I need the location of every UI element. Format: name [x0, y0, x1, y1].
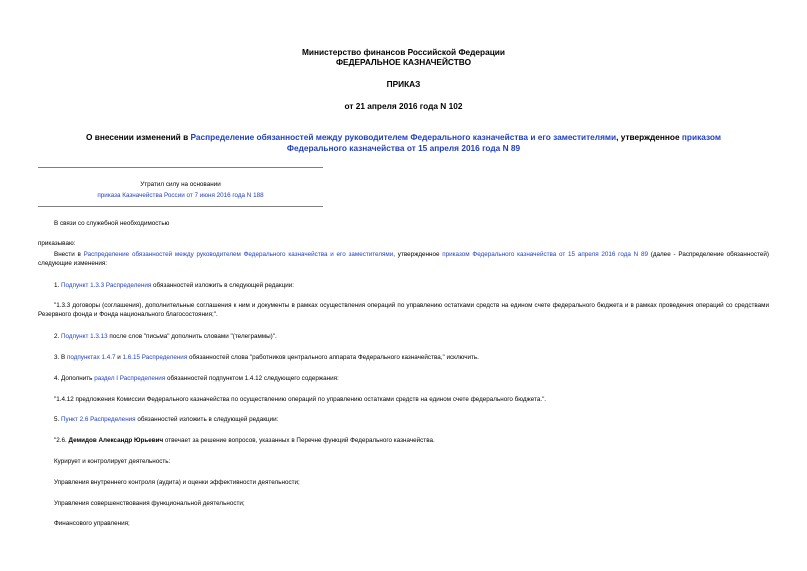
- text-span: 4. Дополнить: [54, 375, 95, 382]
- paragraph-item-5: [38, 416, 769, 425]
- paragraph-item-2: [38, 333, 769, 342]
- status-note-line: Утратил силу на основании: [140, 181, 221, 188]
- deputy-name: Демидов Александр Юрьевич: [68, 437, 164, 444]
- paragraph-quote-1-3-3: "1.3.3 договоры (соглашения), дополнительные соглашения к ним и документы в рамках осуществления операций по управлению остатками средств на едином счете федерального бюджета и в рамках проведения операций со средствами Резервного фонда и Фонда национального благосостояния;".: [38, 302, 769, 318]
- paragraph-item-4: [38, 375, 769, 384]
- paragraph-necessity: В связи со служебной необходимостью: [54, 220, 170, 227]
- text-span: обязанностей изложить в следующей редакции:: [151, 282, 295, 289]
- paragraph-amend-intro: [38, 251, 769, 268]
- status-note-link-row: [38, 192, 323, 200]
- paragraph-internal-control: Управления внутреннего контроля (аудита) и оценки эффективности деятельности;: [54, 479, 300, 486]
- text-span: обязанностей подпунктом 1.4.12 следующего содержания:: [165, 375, 339, 382]
- status-note-link[interactable]: приказа Казначейства России от 7 июня 2016 года N 188: [97, 192, 264, 199]
- text-span: 1.: [54, 282, 62, 289]
- text-span: после слов "письма" дополнить словами "(телеграммы)".: [107, 333, 277, 340]
- text-span: 3. В: [54, 354, 67, 361]
- title-link-distribution[interactable]: Распределение обязанностей между руководителем Федерального казначейства и его заместителями: [190, 132, 617, 142]
- paragraph-order: приказываю:: [38, 240, 76, 247]
- link-section-1[interactable]: раздел I Распределения: [94, 375, 166, 382]
- text-span: 2.: [54, 333, 62, 340]
- paragraph-financial-dept: Финансового управления;: [54, 520, 130, 527]
- paragraph-quote-2-6: [38, 437, 769, 446]
- title-middle: , утвержденное: [616, 132, 682, 142]
- link-subitem-1-6-15[interactable]: 1.6.15 Распределения: [122, 354, 188, 361]
- paragraph-quote-1-4-12: "1.4.12 предложения Комиссии Федерального казначейства по осуществлению операций по управлению остатками средств на едином счете федерального бюджета.".: [54, 396, 547, 403]
- ministry-name: Министерство финансов Российской Федерации: [301, 47, 506, 57]
- link-order-89[interactable]: приказом Федерального казначейства от 15 апреля 2016 года N 89: [442, 251, 648, 258]
- title-prefix: О внесении изменений в: [86, 132, 191, 142]
- link-item-2-6[interactable]: Пункт 2.6 Распределения: [61, 416, 136, 423]
- title-link-order[interactable]: приказом Федерального казначейства от 15 апреля 2016 года N 89: [286, 132, 721, 153]
- text-span: "2.6.: [54, 437, 69, 444]
- text-span: Внести в: [54, 251, 84, 258]
- text-span: , утвержденное: [393, 251, 443, 258]
- document-date-number: от 21 апреля 2016 года N 102: [344, 101, 463, 111]
- link-subitem-1-4-7[interactable]: подпунктах 1.4.7: [66, 354, 116, 361]
- divider-bottom: [38, 206, 323, 207]
- text-span: и: [115, 354, 123, 361]
- text-span: отвечает за решение вопросов, указанных в Перечне функций Федерального казначейства.: [163, 437, 435, 444]
- text-span: 5.: [54, 416, 62, 423]
- text-span: обязанностей изложить в следующей редакции:: [135, 416, 279, 423]
- document-type: ПРИКАЗ: [386, 79, 421, 89]
- paragraph-item-3: [38, 354, 769, 363]
- paragraph-functional-improvement: Управления совершенствования функциональной деятельности;: [54, 500, 245, 507]
- divider-top: [38, 167, 323, 168]
- link-subitem-1-3-3[interactable]: Подпункт 1.3.3 Распределения: [61, 282, 152, 289]
- document-title: [60, 132, 747, 154]
- agency-name: ФЕДЕРАЛЬНОЕ КАЗНАЧЕЙСТВО: [335, 57, 472, 67]
- paragraph-item-1: [38, 282, 769, 291]
- text-span: (далее - Распределение обязанностей) следующие изменения:: [38, 251, 769, 267]
- paragraph-supervises: Курирует и контролирует деятельность:: [54, 458, 171, 465]
- link-distribution[interactable]: Распределение обязанностей между руководителем Федерального казначейства и его заместителями: [83, 251, 394, 258]
- text-span: обязанностей слова "работников центрального аппарата Федерального казначейства," исключить.: [187, 354, 479, 361]
- link-subitem-1-3-13[interactable]: Подпункт 1.3.13: [61, 333, 108, 340]
